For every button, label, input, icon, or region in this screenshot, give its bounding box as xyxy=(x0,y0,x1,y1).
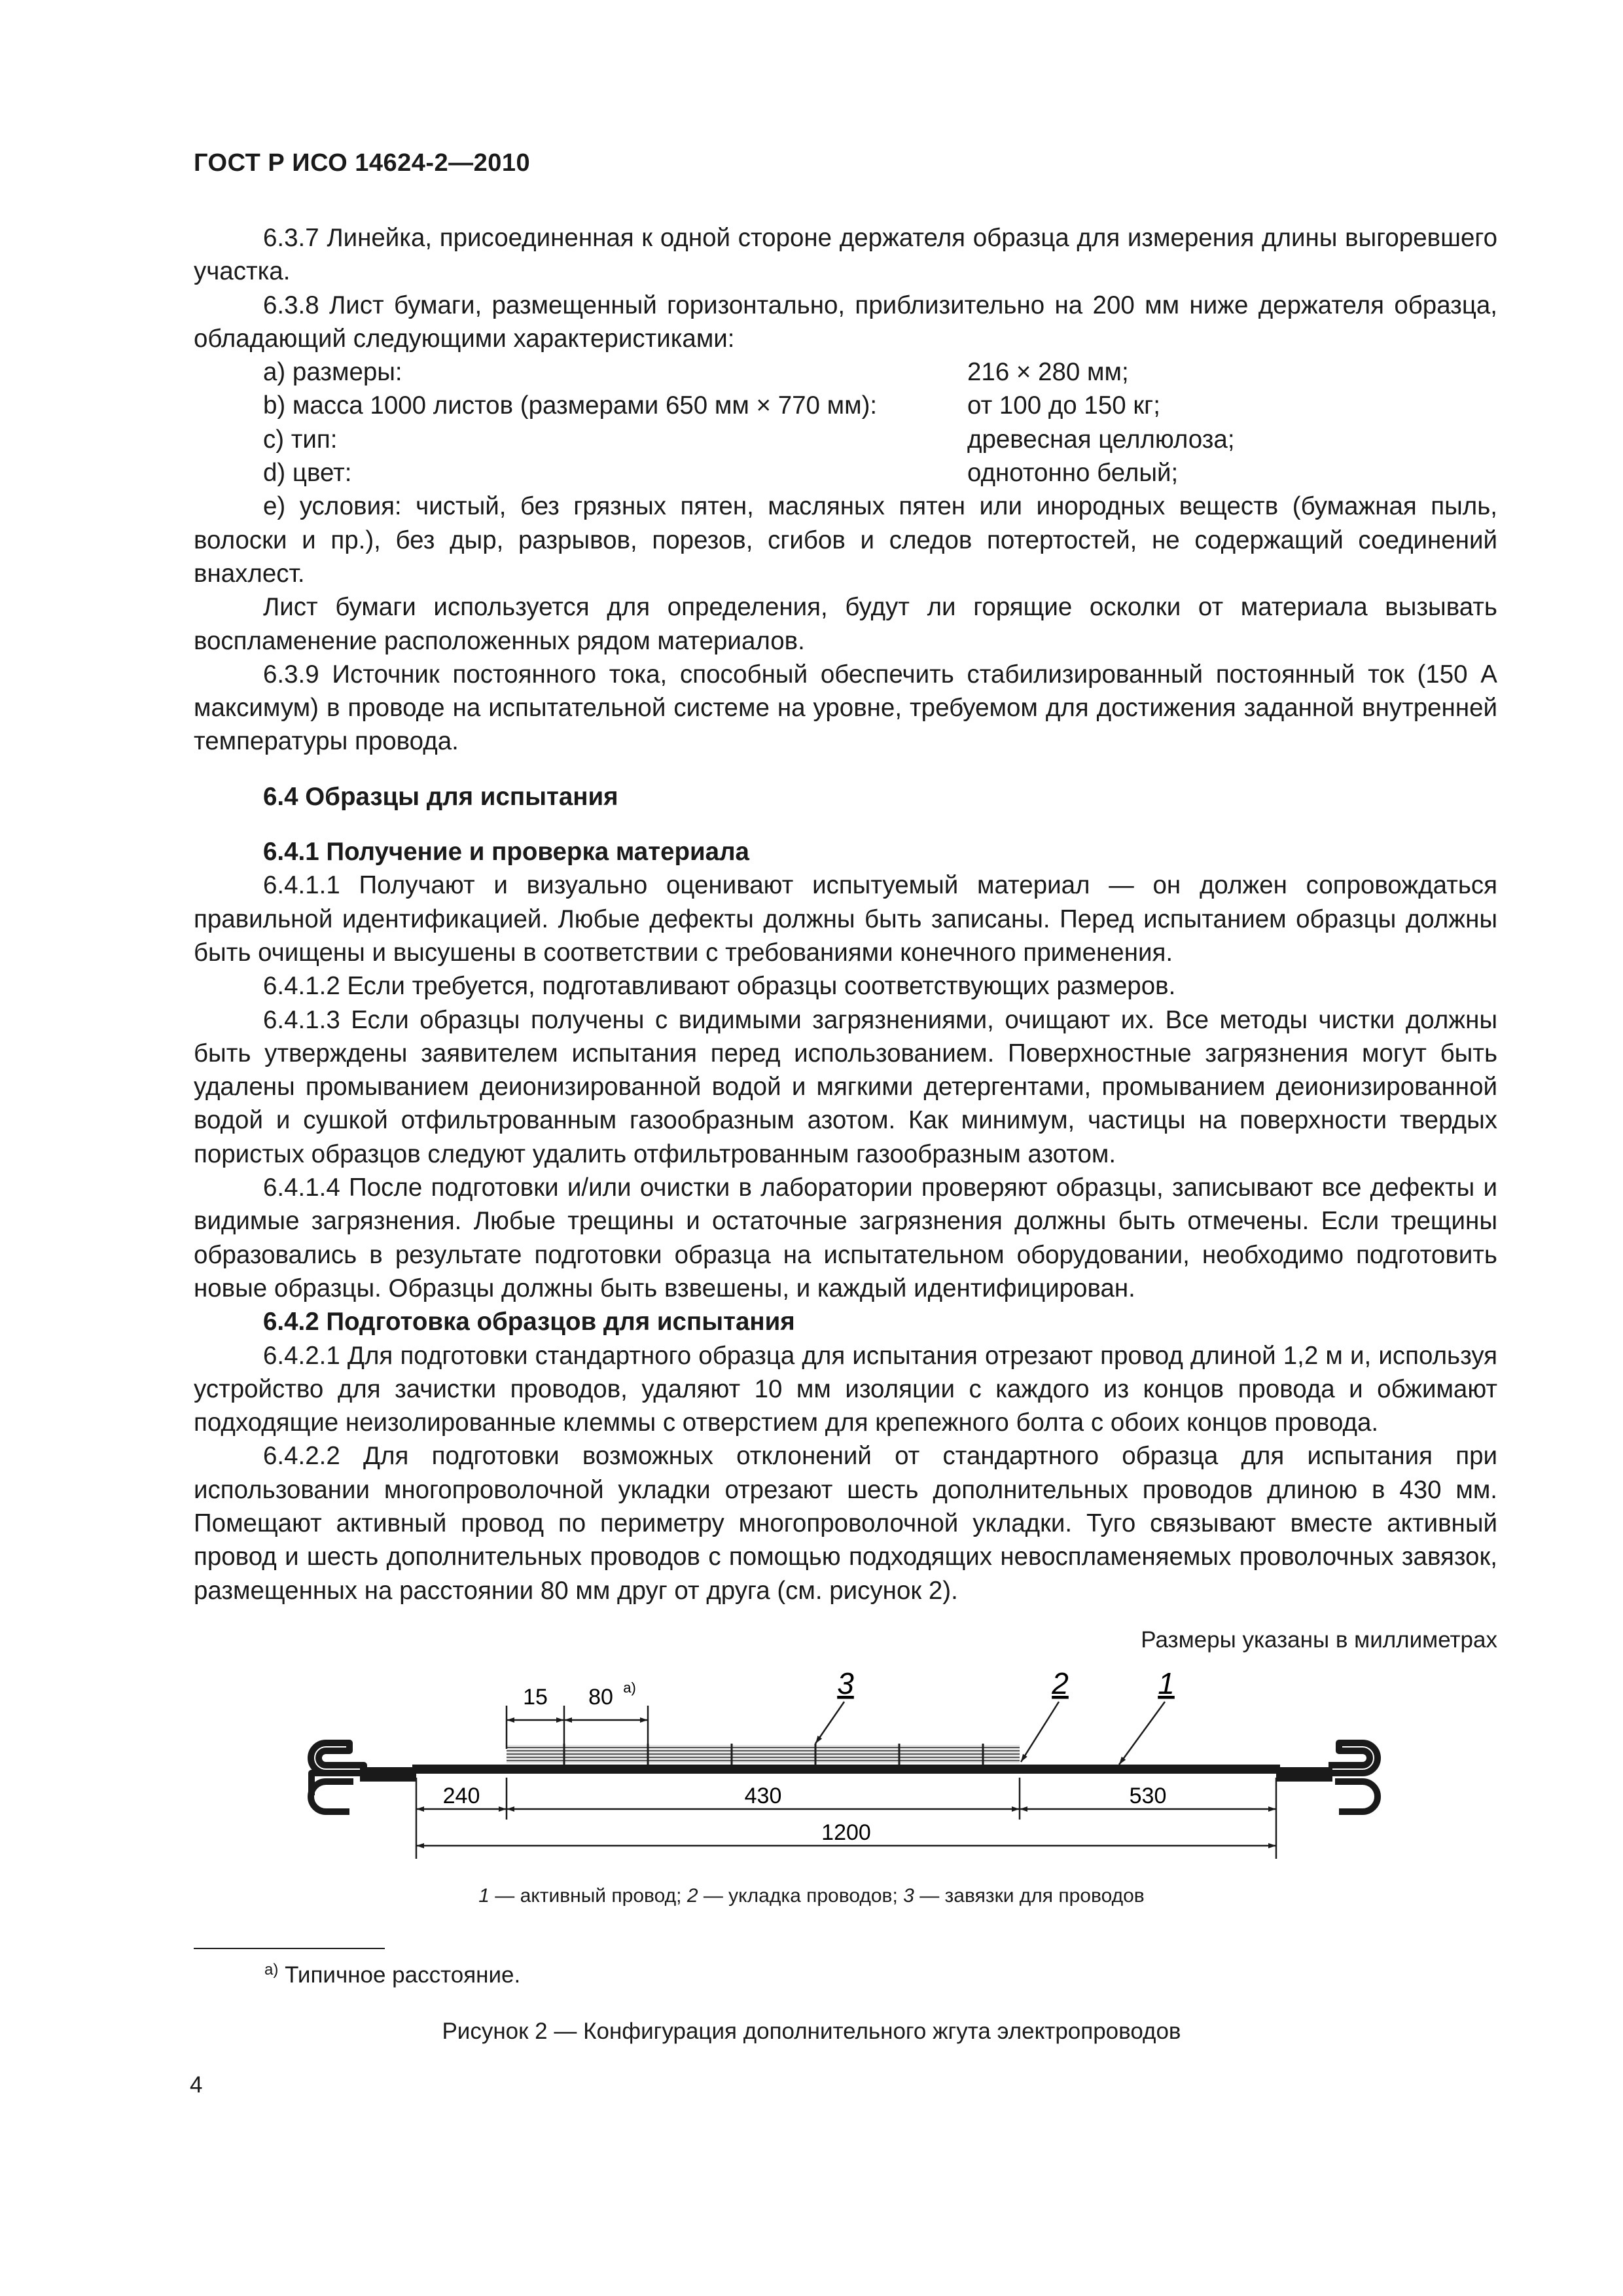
footnote-mark: a) xyxy=(264,1961,279,1979)
dimensions-note: Размеры указаны в миллиметрах xyxy=(1141,1627,1497,1653)
heading-6-4: 6.4 Образцы для испытания xyxy=(263,782,618,811)
paragraph-6-4-2-2: 6.4.2.2 Для подготовки возможных отклонений от стандартного образца для испытания при использовании многопроволочной укладки отрезают шесть дополнительных проводов длиною в 430 мм. Помещают активный провод по периметру многопроволочной укладки. Туго связывают вместе активный провод и шесть дополнительных проводов с помощью подходящих невоспламеняемых проволочных завязок, размещенных на расстоянии 80 мм друг от друга (см. рисунок 2). xyxy=(194,1442,1497,1605)
footnote-separator xyxy=(194,1948,385,1949)
paragraph-6-4-1-4: 6.4.1.4 После подготовки и/или очистки в лаборатории проверяют образцы, записывают все дефекты и видимые загрязнения. Любые трещины и остаточные загрязнения должны быть отмечены. Если трещины образовались в результате подготовки образца на испытательном оборудовании, необходимо подготовить новые образцы. Образцы должны быть взвешены, и каждый идентифицирован. xyxy=(194,1174,1497,1302)
paragraph-paper-sheet: Лист бумаги используется для определения, будут ли горящие осколки от материала вызывать воспламенение расположенных рядом материалов. xyxy=(194,593,1497,655)
dimension-15-label: 15 xyxy=(523,1685,548,1710)
callout-3-label: 3 xyxy=(837,1666,854,1700)
paragraph-6-4-1-1: 6.4.1.1 Получают и визуально оценивают испытуемый материал — он должен сопровождаться правильной идентификацией. Любые дефекты должны быть записаны. Перед испытанием образцы должны быть очищены и высушены в соответствии с требованиями конечного применения. xyxy=(194,871,1497,967)
paragraph-condition-e: e) условия: чистый, без грязных пятен, масляных пятен или инородных веществ (бумажная пыль, волоски и пр.), без дыр, разрывов, порезов, сгибов и следов потертостей, не содержащий соединений внахлест. xyxy=(194,492,1497,588)
paper-property-value: однотонно белый; xyxy=(967,459,1179,488)
footnote xyxy=(264,1961,520,1988)
left-crimp-sleeve xyxy=(360,1767,416,1782)
body-text xyxy=(194,221,1497,1607)
dimension-240-label: 240 xyxy=(442,1784,480,1808)
dimension-1200-label: 1200 xyxy=(821,1820,871,1845)
paper-property-key: d) цвет: xyxy=(263,459,352,488)
callout-2-label: 2 xyxy=(1052,1666,1069,1700)
heading-6-4-2: 6.4.2 Подготовка образцов для испытания xyxy=(263,1308,795,1336)
wire-bundle xyxy=(507,1745,1020,1763)
legend-number: 1 xyxy=(478,1885,490,1907)
paper-property-key: a) размеры: xyxy=(263,358,402,387)
legend-number: 2 xyxy=(687,1885,698,1907)
dimension-80-label: 80 xyxy=(588,1685,613,1710)
paper-property-key: b) масса 1000 листов (размерами 650 мм × 770 мм): xyxy=(263,391,878,420)
dimension-80-superscript: a) xyxy=(623,1679,636,1696)
paragraph-6-3-7: 6.3.7 Линейка, присоединенная к одной стороне держателя образца для измерения длины выгоревшего участка. xyxy=(194,224,1497,286)
figure-legend xyxy=(0,1885,1623,1907)
paper-property-row xyxy=(194,456,1497,490)
legend-text: — завязки для проводов xyxy=(914,1885,1145,1907)
dimension-530-label: 530 xyxy=(1129,1784,1167,1808)
dimension-430-label: 430 xyxy=(744,1784,782,1808)
paper-property-row xyxy=(194,423,1497,456)
paper-property-key: c) тип: xyxy=(263,425,338,454)
right-crimp-sleeve xyxy=(1276,1767,1332,1782)
legend-number: 3 xyxy=(903,1885,914,1907)
right-terminal-icon xyxy=(1329,1743,1378,1773)
paper-property-row xyxy=(194,355,1497,389)
page-number: 4 xyxy=(190,2072,203,2098)
callout-1-label: 1 xyxy=(1158,1666,1175,1700)
active-wire xyxy=(412,1765,1280,1774)
upper-dimension-lines xyxy=(507,1706,648,1749)
legend-text: — укладка проводов; xyxy=(698,1885,904,1907)
paragraph-6-3-9: 6.3.9 Источник постоянного тока, способный обеспечить стабилизированный постоянный ток (150 А максимум) в проводе на испытательной системе на уровне, требуемом для достижения заданной внутренней температуры провода. xyxy=(194,660,1497,756)
paragraph-6-4-1-2: 6.4.1.2 Если требуется, подготавливают образцы соответствующих размеров. xyxy=(263,972,1176,1001)
paper-property-value: 216 × 280 мм; xyxy=(967,358,1129,387)
paper-property-value: древесная целлюлоза; xyxy=(967,425,1235,454)
paper-property-value: от 100 до 150 кг; xyxy=(967,391,1160,420)
heading-6-4-1: 6.4.1 Получение и проверка материала xyxy=(263,838,749,867)
right-terminal-lower-icon xyxy=(1335,1782,1378,1812)
figure-caption: Рисунок 2 — Конфигурация дополнительного жгута электропроводов xyxy=(442,2018,1181,2044)
paragraph-6-4-2-1: 6.4.2.1 Для подготовки стандартного образца для испытания отрезают провод длиной 1,2 м и, используя устройство для зачистки проводов, удаляют 10 мм изоляции с каждого из концов провода и обжимают подходящие неизолированные клеммы с отверстием для крепежного болта с обоих концов провода. xyxy=(194,1341,1497,1437)
wire-harness-figure xyxy=(0,1662,1623,1878)
paragraph-6-3-8: 6.3.8 Лист бумаги, размещенный горизонтально, приблизительно на 200 мм ниже держателя образца, обладающий следующими характеристиками: xyxy=(194,291,1497,353)
paper-property-row xyxy=(194,389,1497,422)
left-terminal-icon xyxy=(311,1743,364,1795)
legend-text: — активный провод; xyxy=(489,1885,687,1907)
document-header: ГОСТ Р ИСО 14624-2—2010 xyxy=(194,149,531,177)
left-terminal-lower-icon xyxy=(311,1782,353,1812)
paragraph-6-4-1-3: 6.4.1.3 Если образцы получены с видимыми загрязнениями, очищают их. Все методы чистки должны быть утверждены заявителем испытания перед использованием. Поверхностные загрязнения могут быть удалены промыванием деионизированной водой и мягкими детергентами, промыванием деионизированной водой и сушкой отфильтрованным газообразным азотом. Как минимум, частицы на поверхности твердых пористых образцов следуют удалить отфильтрованным газообразным азотом. xyxy=(194,1005,1497,1168)
footnote-text: Типичное расстояние. xyxy=(278,1962,521,1988)
